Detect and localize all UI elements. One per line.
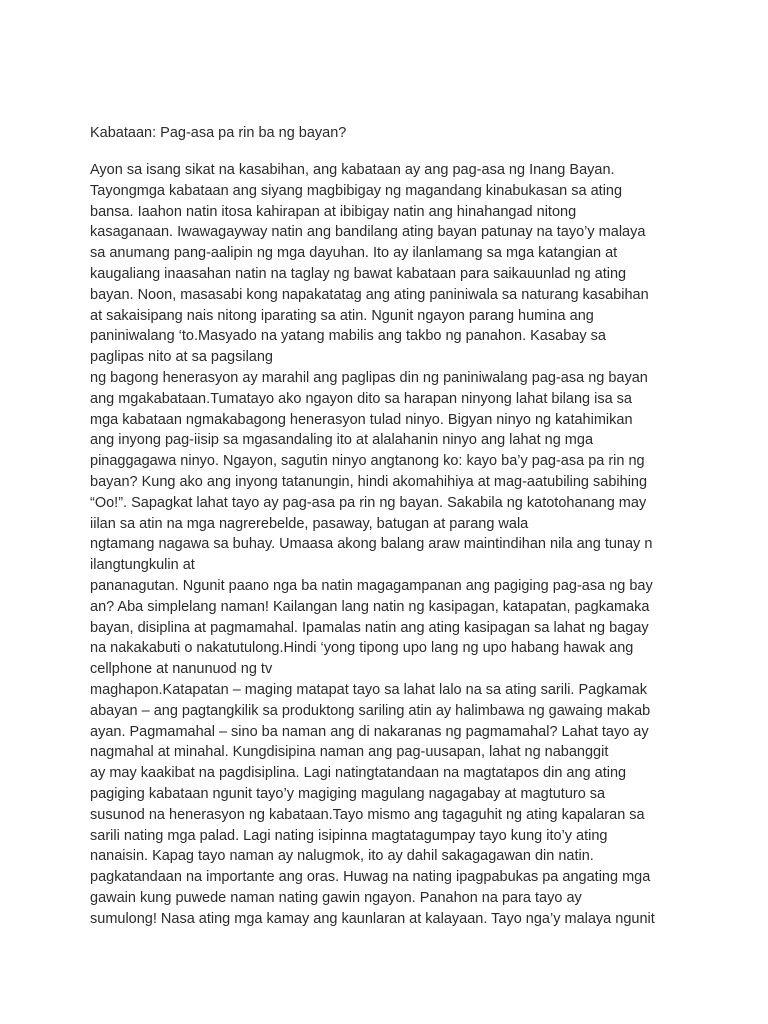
body-line: kaugaliang inaasahan natin na taglay ng bawat kabataan para saikauunlad ng ating [90,265,627,282]
body-line: ngtamang nagawa sa buhay. Umaasa akong balang araw maintindihan nila ang tunay n [90,536,653,553]
body-line: paniniwalang ‘to.Masyado na yatang mabilis ang takbo ng panahon. Kasabay sa [90,328,606,345]
body-line: ayan. Pagmamahal – sino ba naman ang di nakaranas ng pagmamahal? Lahat tayo ay [90,723,649,740]
body-line: pagkatandaan na importante ang oras. Huwag na nating ipagpabukas pa angating mga [90,869,651,886]
body-line: susunod na henerasyon ng kabataan.Tayo mismo ang tagaguhit ng ating kapalaran sa [90,806,645,823]
body-line: “Oo!”. Sapagkat lahat tayo ay pag-asa pa rin ng bayan. Sakabila ng katotohanang may [90,494,647,511]
document-body [90,160,690,929]
body-line: at sakaisipang nais nitong iparating sa atin. Ngunit ngayon parang humina ang [90,307,594,324]
body-line: bayan. Noon, masasabi kong napakatatag ang ating paniniwala sa naturang kasabihan [90,286,649,303]
body-line: ay may kaakibat na pagdisiplina. Lagi natingtatandaan na magtatapos din ang ating [90,765,627,782]
body-line: pananagutan. Ngunit paano nga ba natin magagampanan ang pagiging pag-asa ng bay [90,577,653,594]
body-line: nanaisin. Kapag tayo naman ay nalugmok, ito ay dahil sakagagawan din natin. [90,848,594,865]
body-line: gawain kung puwede naman nating gawin ngayon. Panahon na para tayo ay [90,889,582,906]
body-line: pagiging kabataan ngunit tayo’y magiging magulang nagagabay at magtuturo sa [90,785,606,802]
body-line: Ayon sa isang sikat na kasabihan, ang kabataan ay ang pag-asa ng Inang Bayan. [90,162,615,178]
body-line: ilangtungkulin at [90,557,195,574]
body-line: maghapon.Katapatan – maging matapat tayo sa lahat lalo na sa ating sarili. Pagkamak [90,681,647,698]
body-line: sumulong! Nasa ating mga kamay ang kaunlaran at kalayaan. Tayo nga’y malaya ngunit [90,910,655,927]
body-line: bayan? Kung ako ang inyong tatanungin, hindi akomahihiya at mag-aatubiling sabihing [90,473,648,490]
body-line: bayan, disiplina at pagmamahal. Ipamalas natin ang ating kasipagan sa lahat ng bagay [90,619,649,636]
body-line: sarili nating mga palad. Lagi nating isipinna magtatagumpay tayo kung ito’y ating [90,827,608,844]
body-line: cellphone at nanunuod ng tv [90,661,273,678]
body-line: sa anumang pang-aalipin ng mga dayuhan. Ito ay ilanlamang sa mga katangian at [90,245,618,262]
body-line: Tayongmga kabataan ang siyang magbibigay ng magandang kinabukasan sa ating [90,182,623,199]
body-line: iilan sa atin na mga nagrerebelde, pasaway, batugan at parang wala [90,515,529,532]
body-line: pinaggagawa ninyo. Ngayon, sagutin ninyo angtanong ko: kayo ba’y pag-asa pa rin ng [90,453,645,470]
body-line: ang mgakabataan.Tumatayo ako ngayon dito sa harapan ninyong lahat bilang isa sa [90,390,632,407]
document-title: Kabataan: Pag-asa pa rin ba ng bayan? [90,125,347,141]
body-line: ng bagong henerasyon ay marahil ang paglipas din ng paniniwalang pag-asa ng bayan [90,369,648,386]
body-line: ang inyong pag-iisip sa mgasandaling ito at alalahanin ninyo ang lahat ng mga [90,432,594,449]
body-line: mga kabataan ngmakabagong henerasyon tulad ninyo. Bigyan ninyo ng katahimikan [90,411,633,428]
body-line: na nakakabuti o nakatutulong.Hindi ‘yong tipong upo lang ng upo habang hawak ang [90,640,634,657]
body-line: kasaganaan. Iwawagayway natin ang bandilang ating bayan patunay na tayo’y malaya [90,224,646,241]
body-line: abayan – ang pagtangkilik sa produktong sariling atin ay halimbawa ng gawaing makab [90,702,651,719]
body-line: bansa. Iaahon natin itosa kahirapan at ibibigay natin ang hinahangad nitong [90,203,577,220]
body-line: an? Aba simplelang naman! Kailangan lang natin ng kasipagan, katapatan, pagkamaka [90,598,650,615]
body-line: nagmahal at minahal. Kungdisipina naman ang pag-uusapan, lahat ng nabanggit [90,744,609,761]
body-line: paglipas nito at sa pagsilang [90,349,273,366]
